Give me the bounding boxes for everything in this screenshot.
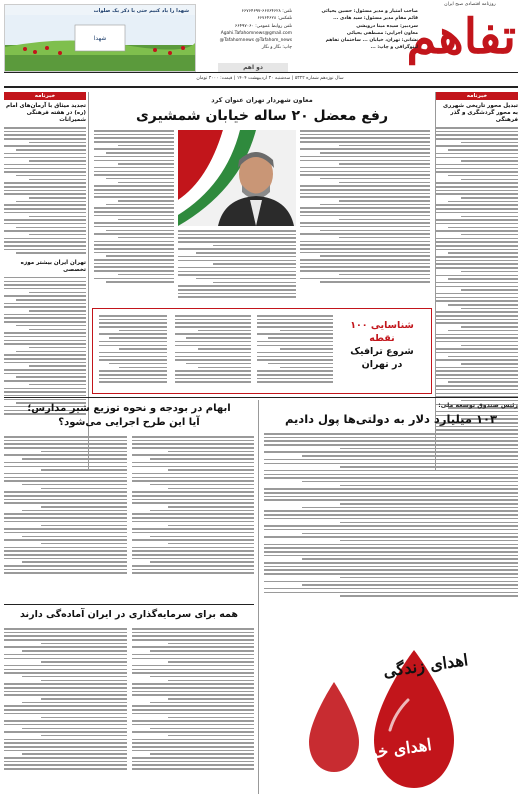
traffic-body-2 xyxy=(175,315,251,383)
contact-line: تلفن: ۶۶۷۶۴۶۲۸-۶۶۷۶۴۶۹۷ xyxy=(241,9,292,14)
logo-text: تفاهم xyxy=(406,9,516,65)
milk-headline xyxy=(4,402,254,430)
credit-line: نشانی: تهران، خیابان ... ساختمان تفاهم xyxy=(325,38,418,44)
column-body-2 xyxy=(4,277,86,415)
lower-divider xyxy=(258,400,259,794)
traffic-box xyxy=(92,308,432,394)
traffic-headline-line-3: در تهران xyxy=(361,359,403,370)
blood-donation-ad xyxy=(264,632,518,794)
credit-line: معاون اجرایی: مصطفی یحیائی xyxy=(346,30,418,36)
traffic-headline-line-2: شروع ترافیک xyxy=(350,346,414,357)
logo-subtitle: روزنامه اقتصادی صبح ایران xyxy=(444,2,496,7)
credit-line: سردبیر: سیده مینا درویشی xyxy=(356,23,418,29)
invest-body-2 xyxy=(4,628,127,770)
column-label: خبرنامه xyxy=(4,92,86,100)
lead-body-right xyxy=(300,130,430,283)
milk-body-1 xyxy=(132,436,255,574)
masthead xyxy=(0,0,522,92)
official-portrait xyxy=(178,130,296,226)
traffic-headline-line-1: شناسایی ۱۰۰ نقطه xyxy=(350,320,414,344)
ad-illustration xyxy=(5,15,195,71)
invest-rule xyxy=(4,604,254,605)
lead-story xyxy=(92,94,432,306)
martyrs-ad xyxy=(4,4,196,72)
milk-headline-line-2: آیا این طرح اجرایی می‌شود؟ xyxy=(58,417,200,428)
contact-line: تلفکس: ۶۶۷۶۴۶۲۸ xyxy=(257,16,292,22)
fund-headline: ۱۰۳ میلیارد دلار به دولتی‌ها پول دادیم xyxy=(284,412,498,426)
traffic-body-3 xyxy=(99,315,167,383)
masthead-contacts xyxy=(202,8,292,52)
column-heading-2: تهران ایران بیشتر موزه تخصصی xyxy=(20,259,86,273)
section-rule xyxy=(4,397,518,398)
invest-headline: همه برای سرمایه‌گذاری در ایران آماده‌گی دارند xyxy=(20,609,238,620)
invest-body-1 xyxy=(132,628,255,770)
masthead-rule-bottom xyxy=(4,86,518,88)
lead-body-left xyxy=(94,130,174,283)
credit-line: قائم مقام مدیر مسئول: سید هادی ... xyxy=(333,16,418,22)
credit-line: صاحب امتیاز و مدیر مسئول: حسین یحیائی xyxy=(321,9,418,14)
svg-text:شهدا: شهدا xyxy=(93,35,107,42)
contact-line: Agahi.Tafahomnews@gmail.com xyxy=(220,30,292,36)
traffic-headline xyxy=(339,319,425,371)
contact-line: تلفن روابط عمومی: ۶۶۴۹۷۰۶۰ xyxy=(234,23,292,29)
masthead-rule xyxy=(4,72,518,73)
masthead-logo xyxy=(406,2,516,82)
section-label: دو اهم xyxy=(218,63,288,72)
masthead-credits xyxy=(298,8,418,52)
fund-body xyxy=(264,433,518,597)
fund-kicker: رئیس صندوق توسعه ملی: xyxy=(438,402,518,409)
ad-caption: شهدا را یاد کنیم حتی با ذکر یک صلوات xyxy=(93,8,189,14)
contact-line: چاپ: نگار و نگار xyxy=(261,45,292,51)
traffic-body-1 xyxy=(257,315,333,383)
column-heading: تجدید میثاق با آرمان‌های امام (ره) در هفته فرهنگی شمیرانات xyxy=(6,103,86,123)
blood-drop-graphic xyxy=(264,632,518,794)
milk-body-2 xyxy=(4,436,127,574)
lead-headline: رفع معضل ۲۰ ساله خیابان شمشیری xyxy=(135,108,389,124)
ad-word-life: اهدای زندگی xyxy=(381,650,469,681)
credit-line: لیتوگرافی و چاپ: ... xyxy=(370,45,418,51)
fund-story xyxy=(264,400,518,626)
lead-kicker: معاون شهردار تهران عنوان کرد xyxy=(211,96,313,104)
issue-info: سال نوزدهم شماره ۵۳۲۲ | سه‌شنبه ۳۰ اردیبهشت ۱۴۰۴ | قیمت: ۳۰۰۰ تومان xyxy=(196,76,344,81)
lead-photo xyxy=(178,130,296,226)
column-heading: تبدیل محور تاریخی شهرری به محور گردشگری و گذر فرهنگی xyxy=(442,103,518,123)
milk-headline-line-1: ابهام در بودجه و نحوه توزیع شیر مدارس؛ xyxy=(27,403,231,414)
milk-story xyxy=(4,400,254,600)
lead-body-mid xyxy=(178,230,296,298)
column-body xyxy=(4,127,86,254)
ad-word-blood: اهدای خون xyxy=(357,734,433,765)
contact-line: @Tafahomnews @Tafahom_news xyxy=(219,38,292,44)
column-label: خبرنامه xyxy=(436,92,518,100)
invest-story xyxy=(4,608,254,794)
